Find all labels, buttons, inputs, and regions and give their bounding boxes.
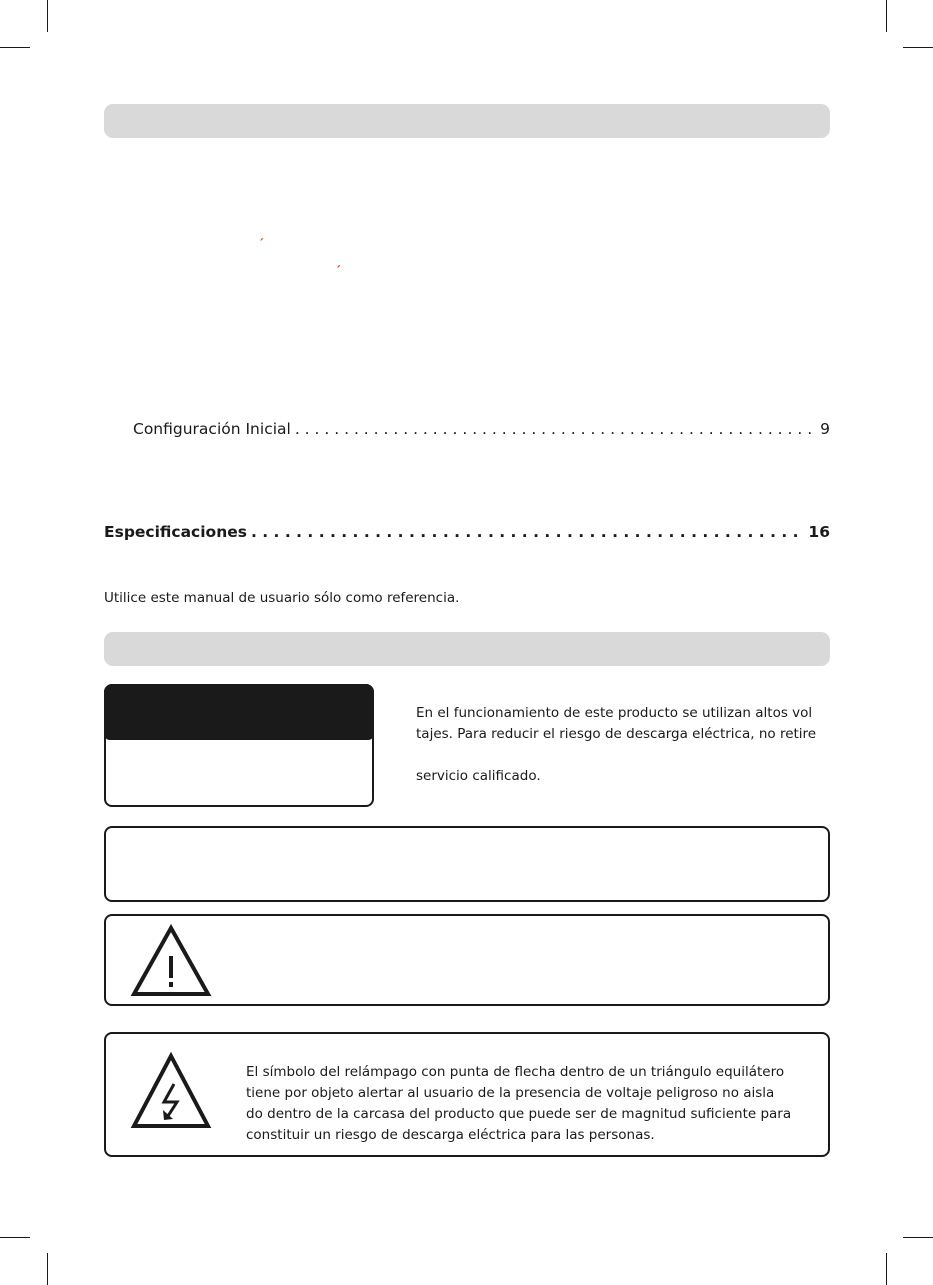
lightning-triangle-icon <box>130 1052 212 1130</box>
crop-mark <box>886 0 887 32</box>
toc-entry-page: 16 <box>808 523 830 541</box>
crop-mark <box>0 1237 30 1238</box>
lightning-notice-box <box>104 1032 830 1157</box>
text-line: do dentro de la carcasa del producto que puede ser de magnitud suficiente para <box>246 1106 792 1122</box>
warning-box <box>104 914 830 1006</box>
text-line <box>416 745 836 766</box>
crop-mark <box>903 47 933 48</box>
toc-leader-dots <box>251 523 804 541</box>
text-line: servicio calificado. <box>416 768 541 784</box>
text-line: El símbolo del relámpago con punta de flecha dentro de un triángulo equilátero <box>246 1064 785 1080</box>
text-line: En el funcionamiento de este producto se utilizan altos vol <box>416 705 813 721</box>
lightning-notice-text <box>246 1062 826 1146</box>
text-line: tiene por objeto alertar al usuario de la presencia de voltaje peligroso no aisla <box>246 1085 775 1101</box>
toc-entry-label: Configuración Inicial <box>133 420 291 438</box>
high-voltage-text <box>416 703 836 787</box>
toc-entry-initial-setup[interactable] <box>133 420 830 438</box>
crop-mark <box>886 1253 887 1285</box>
accent-mark: ´ <box>258 237 264 251</box>
toc-entry-page: 9 <box>820 420 830 438</box>
safety-section-bar <box>104 632 830 666</box>
text-line: constituir un riesgo de descarga eléctrica para las personas. <box>246 1127 655 1143</box>
caution-label-header <box>104 684 374 740</box>
notice-box <box>104 826 830 902</box>
toc-section-bar <box>104 104 830 138</box>
text-line: tajes. Para reducir el riesgo de descarga eléctrica, no retire <box>416 726 817 742</box>
crop-mark <box>903 1237 933 1238</box>
reference-note: Utilice este manual de usuario sólo como referencia. <box>104 590 460 606</box>
crop-mark <box>47 0 48 32</box>
crop-mark <box>47 1253 48 1285</box>
caution-label-box <box>104 684 374 807</box>
toc-leader-dots <box>295 420 816 438</box>
exclamation-triangle-icon <box>130 924 212 998</box>
toc-entry-label: Especificaciones <box>104 523 247 541</box>
toc-entry-specifications[interactable] <box>104 523 830 541</box>
crop-mark <box>0 47 30 48</box>
accent-mark: ´ <box>335 264 341 278</box>
